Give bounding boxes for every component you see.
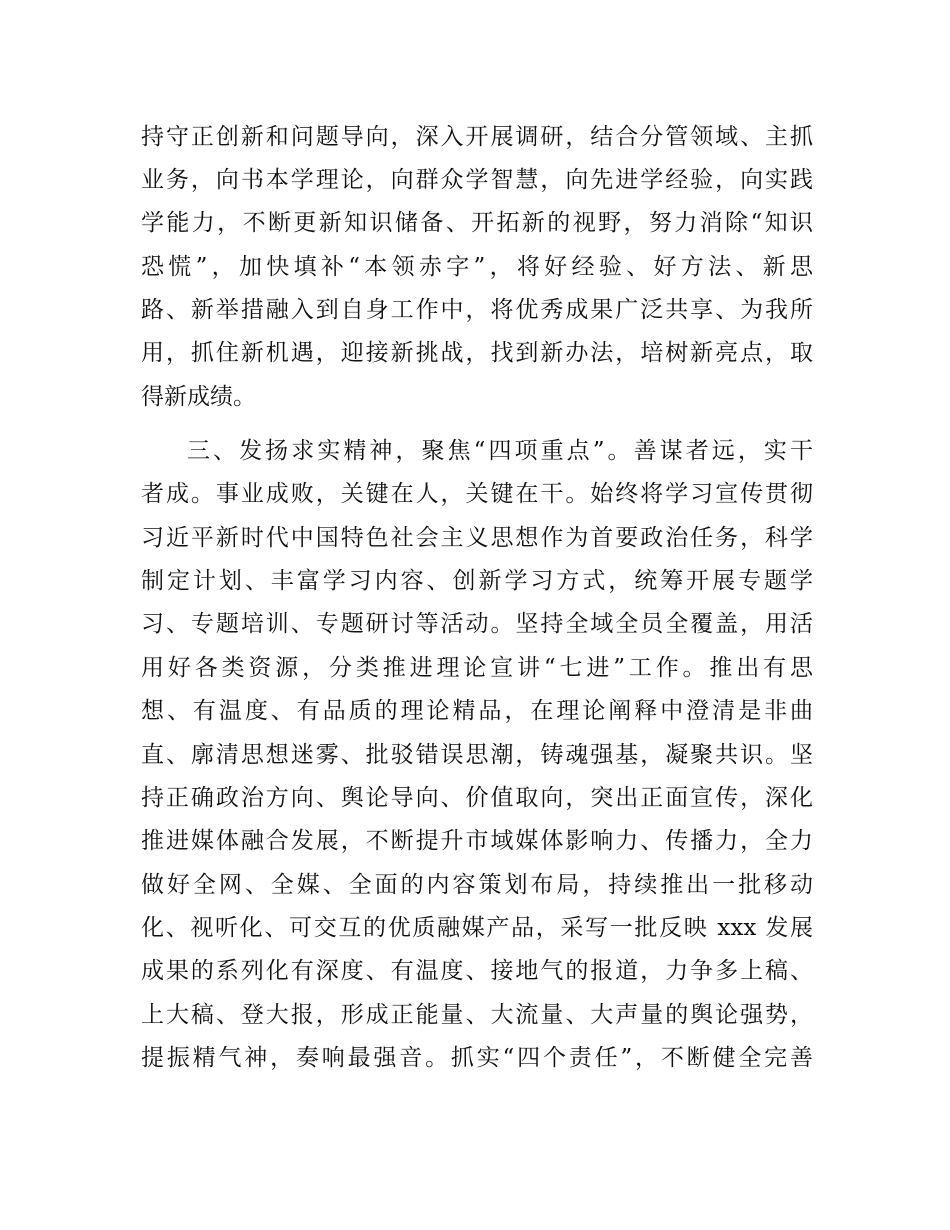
- paragraph-line: 路、新举措融入到自身工作中，将优秀成果广泛共享、为我所: [141, 297, 813, 323]
- paragraph-line: 恐慌”，加快填补“本领赤字”，将好经验、好方法、新思: [141, 254, 813, 280]
- paragraph-line: 习近平新时代中国特色社会主义思想作为首要政治任务，科学: [141, 525, 813, 551]
- paragraph-line: 上大稿、登大报，形成正能量、大流量、大声量的舆论强势，: [141, 1002, 813, 1028]
- paragraph-line: 化、视听化、可交互的优质融媒产品，采写一批反映 xxx 发展: [141, 915, 813, 941]
- paragraph-line: 成果的系列化有深度、有温度、接地气的报道，力争多上稿、: [141, 958, 813, 984]
- paragraph-line: 用好各类资源，分类推进理论宣讲“七进”工作。推出有思: [141, 655, 813, 681]
- paragraph-line: 者成。事业成败，关键在人，关键在干。始终将学习宣传贯彻: [141, 481, 813, 507]
- paragraph-line: 业务，向书本学理论，向群众学智慧，向先进学经验，向实践: [141, 167, 813, 193]
- paragraph-line: 持正确政治方向、舆论导向、价值取向，突出正面宣传，深化: [141, 785, 813, 811]
- paragraph-line: 做好全网、全媒、全面的内容策划布局，持续推出一批移动: [141, 872, 813, 898]
- paragraph-line: 直、廓清思想迷雾、批驳错误思潮，铸魂强基，凝聚共识。坚: [141, 742, 813, 768]
- paragraph-line: 想、有温度、有品质的理论精品，在理论阐释中澄清是非曲: [141, 698, 813, 724]
- paragraph-line: 习、专题培训、专题研讨等活动。坚持全域全员全覆盖，用活: [141, 611, 813, 637]
- paragraph-line: 用，抓住新机遇，迎接新挑战，找到新办法，培树新亮点，取: [141, 340, 813, 366]
- paragraph-line: 制定计划、丰富学习内容、创新学习方式，统筹开展专题学: [141, 568, 813, 594]
- paragraph-line: 学能力，不断更新知识储备、开拓新的视野，努力消除“知识: [141, 210, 813, 236]
- paragraph-line: 提振精气神，奏响最强音。抓实“四个责任”，不断健全完善: [141, 1045, 813, 1071]
- section-heading-line: 三、发扬求实精神，聚焦“四项重点”。善谋者远，实干: [187, 438, 813, 464]
- paragraph-line: 推进媒体融合发展，不断提升市域媒体影响力、传播力，全力: [141, 828, 813, 854]
- paragraph-line: 持守正创新和问题导向，深入开展调研，结合分管领域、主抓: [141, 124, 813, 150]
- paragraph-line: 得新成绩。: [141, 384, 256, 410]
